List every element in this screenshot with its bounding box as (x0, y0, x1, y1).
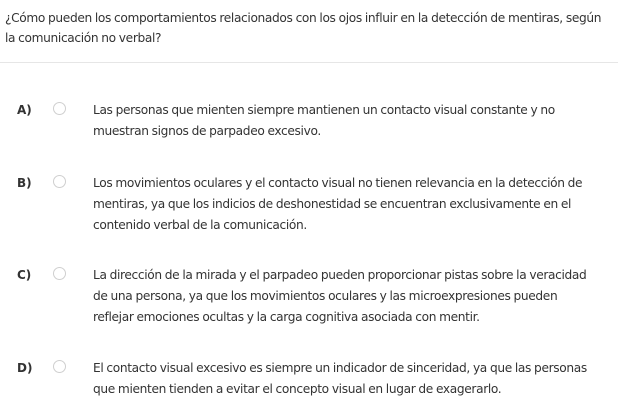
option-text: El contacto visual excesivo es siempre un indicador de sinceridad, ya que las personas que mienten tienden a evitar el concepto visual en lugar de exagerarlo. (93, 361, 587, 396)
option-b[interactable] (0, 173, 618, 237)
question-text: ¿Cómo pueden los comportamientos relacionados con los ojos influir en la detección de mentiras, según la comunicación no verbal? (5, 11, 602, 45)
option-text: Los movimientos oculares y el contacto visual no tienen relevancia en la detección de mentiras, ya que los indicios de deshonestidad se encuentran exclusivamente en el contenido verbal de la comunicación. (93, 176, 583, 232)
option-letter: C) (17, 268, 32, 282)
option-text: Las personas que mienten siempre mantienen un contacto visual constante y no muestran signos de parpadeo excesivo. (93, 103, 555, 138)
option-letter: A) (17, 103, 32, 117)
option-a[interactable] (0, 100, 618, 144)
option-text: La dirección de la mirada y el parpadeo pueden proporcionar pistas sobre la veracidad de una persona, ya que los movimientos oculares y las microexpresiones pueden reflejar emociones ocultas y la carga cognitiva asociada con mentir. (93, 268, 587, 324)
divider (0, 62, 618, 63)
option-b-radio[interactable] (53, 175, 66, 188)
option-a-radio[interactable] (53, 102, 66, 115)
option-c[interactable] (0, 265, 618, 329)
option-d[interactable] (0, 358, 618, 402)
option-letter: B) (17, 176, 32, 190)
option-c-radio[interactable] (53, 267, 66, 280)
option-letter: D) (17, 361, 33, 375)
option-d-radio[interactable] (53, 360, 66, 373)
